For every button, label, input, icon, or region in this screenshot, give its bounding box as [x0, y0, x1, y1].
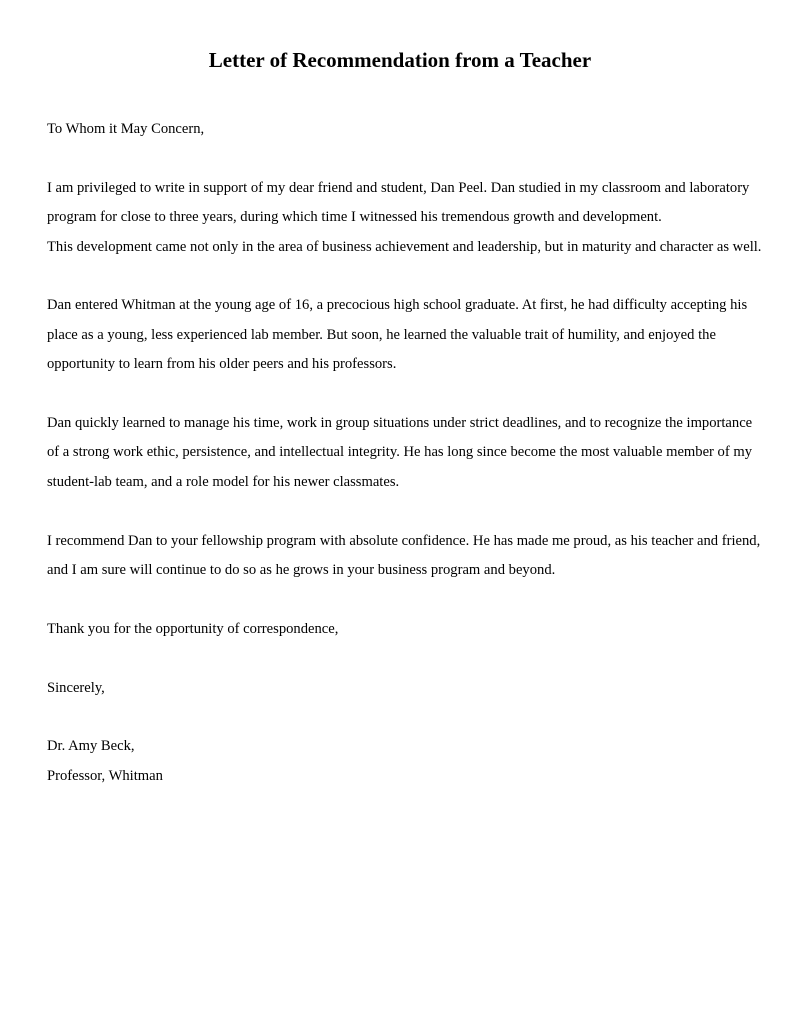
salutation: To Whom it May Concern, [47, 121, 205, 137]
letter-body [47, 115, 763, 791]
closing: Sincerely, [47, 679, 105, 696]
signature-title: Professor, Whitman [47, 767, 163, 784]
paragraph-thanks: Thank you for the opportunity of correspondence, [47, 620, 339, 637]
paragraph-background: Dan entered Whitman at the young age of 16, a precocious high school graduate. At first, he had difficulty accepting his place as a young, less experienced lab member. But soon, he learned the valuable trait of humility, and enjoyed the opportunity to learn from his older peers and his professors. [47, 297, 748, 373]
signature-name: Dr. Amy Beck, [47, 738, 135, 755]
paragraph-recommendation: I recommend Dan to your fellowship program with absolute confidence. He has made me proud, as his teacher and friend, and I am sure will continue to do so as he grows in your business program and beyond. [47, 532, 761, 579]
document-title: Letter of Recommendation from a Teacher [208, 48, 592, 72]
paragraph-skills: Dan quickly learned to manage his time, work in group situations under strict deadlines, and to recognize the importance of a strong work ethic, persistence, and intellectual integrity. He has long since become the most valuable member of my student-lab team, and a role model for his newer classmates. [47, 415, 753, 490]
paragraph-support: I am privileged to write in support of my dear friend and student, Dan Peel. Dan studied in my classroom and laboratory program for close to three years, during which time I witnessed his tremendous growth and development. This development came not only in the area of business achievement and leadership, but in maturity and character as well. [47, 179, 762, 255]
